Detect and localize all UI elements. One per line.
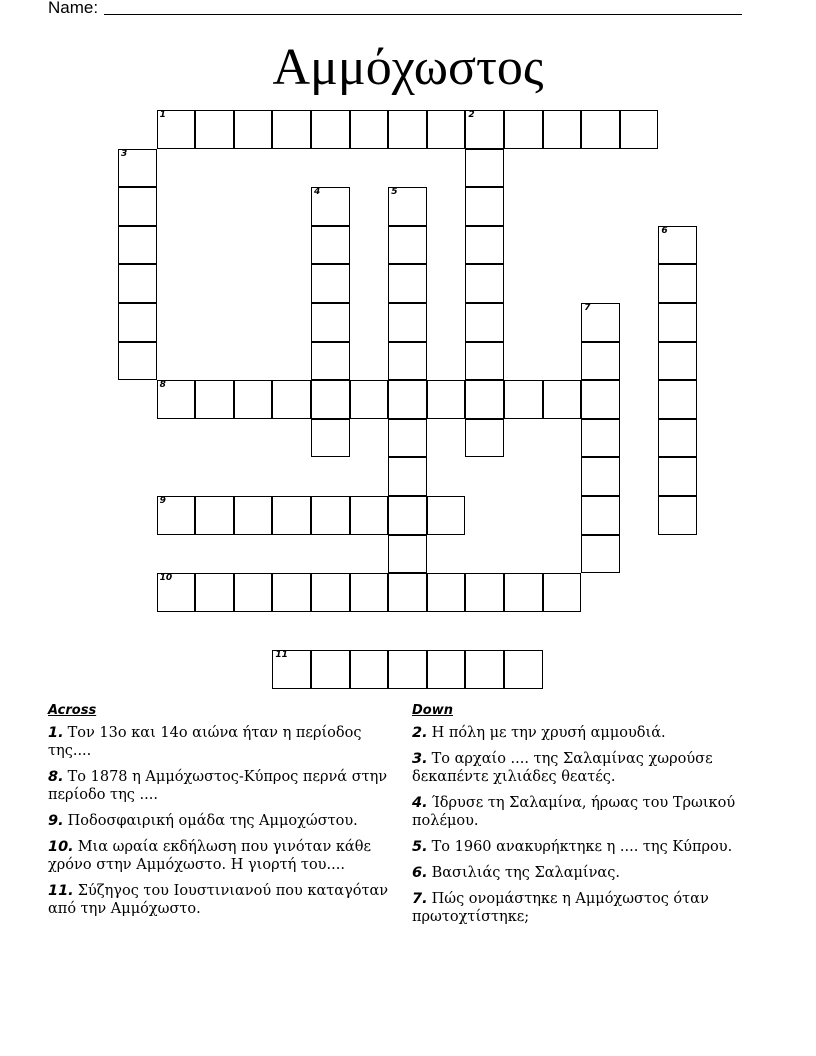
- grid-cell[interactable]: [658, 419, 697, 458]
- grid-cell[interactable]: [465, 110, 504, 149]
- page-title: Αμμόχωστος: [272, 39, 544, 96]
- grid-cell[interactable]: [234, 380, 273, 419]
- clue-down-3: [412, 750, 757, 786]
- grid-cell[interactable]: [427, 573, 466, 612]
- grid-cell[interactable]: [581, 342, 620, 381]
- cell-number: 6: [661, 225, 668, 236]
- clue-text: Το αρχαίο .... της Σαλαμίνας χωρούσε δεκαπέντε χιλιάδες θεατές.: [412, 751, 713, 785]
- grid-cell[interactable]: [311, 110, 350, 149]
- grid-cell[interactable]: [311, 187, 350, 226]
- grid-cell[interactable]: [311, 342, 350, 381]
- grid-cell[interactable]: [388, 342, 427, 381]
- cell-number: 3: [121, 148, 128, 159]
- grid-cell[interactable]: [272, 496, 311, 535]
- grid-cell[interactable]: [388, 419, 427, 458]
- clue-down-6: [412, 864, 757, 882]
- grid-cell[interactable]: [272, 380, 311, 419]
- clue-text: Ίδρυσε τη Σαλαμίνα, ήρωας του Τρωικού πολέμου.: [412, 795, 736, 829]
- clue-across-1: [48, 724, 393, 760]
- grid-cell[interactable]: [388, 187, 427, 226]
- cell-number: 1: [159, 110, 166, 120]
- grid-cell[interactable]: [157, 110, 196, 149]
- grid-cell[interactable]: [465, 187, 504, 226]
- grid-cell[interactable]: [427, 496, 466, 535]
- grid-cell[interactable]: [465, 226, 504, 265]
- cell-number: 8: [159, 380, 166, 391]
- down-heading: Down: [412, 703, 453, 718]
- grid-cell[interactable]: [195, 110, 234, 149]
- grid-cell[interactable]: [465, 650, 504, 689]
- cell-number: 10: [159, 573, 173, 584]
- grid-cell[interactable]: [388, 303, 427, 342]
- grid-cell[interactable]: [427, 380, 466, 419]
- clue-number: 8.: [48, 769, 64, 785]
- grid-cell[interactable]: [234, 496, 273, 535]
- clue-text: Πώς ονομάστηκε η Αμμόχωστος όταν πρωτοχτίστηκε;: [412, 891, 709, 925]
- clue-text: Μια ωραία εκδήλωση που γινόταν κάθε χρόνο στην Αμμόχωστο. Η γιορτή του....: [48, 839, 371, 873]
- grid-cell[interactable]: [272, 650, 311, 689]
- grid-cell[interactable]: [427, 110, 466, 149]
- grid-cell[interactable]: [581, 419, 620, 458]
- cell-number: 5: [391, 187, 398, 198]
- grid-cell[interactable]: [157, 496, 196, 535]
- grid-cell[interactable]: [350, 496, 389, 535]
- grid-cell[interactable]: [388, 110, 427, 149]
- grid-cell[interactable]: [504, 380, 543, 419]
- grid-cell[interactable]: [350, 650, 389, 689]
- grid-cell[interactable]: [234, 573, 273, 612]
- grid-cell[interactable]: [658, 226, 697, 265]
- grid-cell[interactable]: [195, 573, 234, 612]
- grid-cell[interactable]: [311, 496, 350, 535]
- clue-text: Η πόλη με την χρυσή αμμουδιά.: [431, 725, 666, 741]
- clue-down-4: [412, 794, 757, 830]
- clue-number: 3.: [412, 751, 428, 767]
- clue-text: Τον 13ο και 14ο αιώνα ήταν η περίοδος της....: [48, 725, 362, 759]
- grid-cell[interactable]: [543, 573, 582, 612]
- grid-cell[interactable]: [272, 573, 311, 612]
- grid-cell[interactable]: [658, 264, 697, 303]
- cell-number: 2: [468, 110, 475, 120]
- cell-number: 4: [314, 187, 321, 198]
- clue-down-5: [412, 838, 757, 856]
- grid-cell[interactable]: [350, 380, 389, 419]
- grid-cell[interactable]: [465, 264, 504, 303]
- clue-across-9: [48, 812, 393, 830]
- cell-number: 7: [584, 303, 591, 313]
- grid-cell[interactable]: [658, 342, 697, 381]
- grid-cell[interactable]: [350, 110, 389, 149]
- grid-cell[interactable]: [388, 457, 427, 496]
- across-heading: Across: [48, 703, 97, 718]
- clue-text: Το 1960 ανακυρήκτηκε η .... της Κύπρου.: [431, 839, 733, 855]
- grid-cell[interactable]: [157, 573, 196, 612]
- grid-cell[interactable]: [350, 573, 389, 612]
- clue-number: 7.: [412, 891, 428, 907]
- grid-cell[interactable]: [465, 303, 504, 342]
- grid-cell[interactable]: [234, 110, 273, 149]
- grid-cell[interactable]: [658, 303, 697, 342]
- grid-cell[interactable]: [620, 110, 659, 149]
- grid-cell[interactable]: [388, 380, 427, 419]
- clue-across-10: [48, 838, 393, 874]
- grid-cell[interactable]: [388, 573, 427, 612]
- grid-cell[interactable]: [118, 187, 157, 226]
- cell-number: 9: [159, 496, 166, 506]
- grid-cell[interactable]: [465, 149, 504, 188]
- grid-cell[interactable]: [581, 110, 620, 149]
- grid-cell[interactable]: [311, 226, 350, 265]
- grid-cell[interactable]: [195, 496, 234, 535]
- clue-across-11: [48, 882, 393, 918]
- grid-cell[interactable]: [658, 380, 697, 419]
- grid-cell[interactable]: [658, 496, 697, 535]
- clue-text: Σύζηγος του Ιουστινιανού που καταγόταν από την Αμμόχωστο.: [48, 883, 389, 917]
- grid-cell[interactable]: [272, 110, 311, 149]
- clue-number: 2.: [412, 725, 428, 741]
- down-clues: [412, 702, 757, 934]
- grid-cell[interactable]: [581, 457, 620, 496]
- grid-cell[interactable]: [311, 303, 350, 342]
- clue-number: 9.: [48, 813, 64, 829]
- clue-down-7: [412, 890, 757, 926]
- clue-text: Βασιλιάς της Σαλαμίνας.: [431, 865, 620, 881]
- grid-cell[interactable]: [388, 496, 427, 535]
- clue-across-8: [48, 768, 393, 804]
- grid-cell[interactable]: [465, 573, 504, 612]
- grid-cell[interactable]: [118, 149, 157, 188]
- grid-cell[interactable]: [388, 226, 427, 265]
- cell-number: 11: [275, 650, 288, 661]
- grid-cell[interactable]: [543, 380, 582, 419]
- clue-number: 10.: [48, 839, 74, 855]
- grid-cell[interactable]: [311, 419, 350, 458]
- grid-cell[interactable]: [581, 303, 620, 342]
- clue-number: 6.: [412, 865, 428, 881]
- grid-cell[interactable]: [658, 457, 697, 496]
- grid-cell[interactable]: [388, 264, 427, 303]
- clue-down-2: [412, 724, 757, 742]
- grid-cell[interactable]: [311, 650, 350, 689]
- clue-text: Ποδοσφαιρική ομάδα της Αμμοχώστου.: [67, 813, 358, 829]
- grid-cell[interactable]: [465, 380, 504, 419]
- grid-cell[interactable]: [504, 573, 543, 612]
- clue-number: 1.: [48, 725, 64, 741]
- clue-number: 11.: [48, 883, 74, 899]
- grid-cell[interactable]: [118, 226, 157, 265]
- grid-cell[interactable]: [388, 650, 427, 689]
- grid-cell[interactable]: [504, 110, 543, 149]
- clue-text: Το 1878 η Αμμόχωστος-Κύπρος περνά στην περίοδο της ....: [48, 769, 388, 803]
- grid-cell[interactable]: [581, 535, 620, 574]
- grid-cell[interactable]: [118, 303, 157, 342]
- grid-cell[interactable]: [118, 342, 157, 381]
- grid-cell[interactable]: [195, 380, 234, 419]
- clue-number: 4.: [412, 795, 428, 811]
- grid-cell[interactable]: [504, 650, 543, 689]
- clue-number: 5.: [412, 839, 428, 855]
- grid-cell[interactable]: [311, 380, 350, 419]
- grid-cell[interactable]: [311, 573, 350, 612]
- name-input-line[interactable]: [104, 14, 742, 15]
- name-label: Name:: [48, 0, 99, 17]
- grid-cell[interactable]: [118, 264, 157, 303]
- grid-cell[interactable]: [311, 264, 350, 303]
- grid-cell[interactable]: [465, 342, 504, 381]
- grid-cell[interactable]: [581, 496, 620, 535]
- grid-cell[interactable]: [465, 419, 504, 458]
- grid-cell[interactable]: [427, 650, 466, 689]
- grid-cell[interactable]: [543, 110, 582, 149]
- grid-cell[interactable]: [157, 380, 196, 419]
- grid-cell[interactable]: [581, 380, 620, 419]
- grid-cell[interactable]: [388, 535, 427, 574]
- across-clues: [48, 702, 393, 926]
